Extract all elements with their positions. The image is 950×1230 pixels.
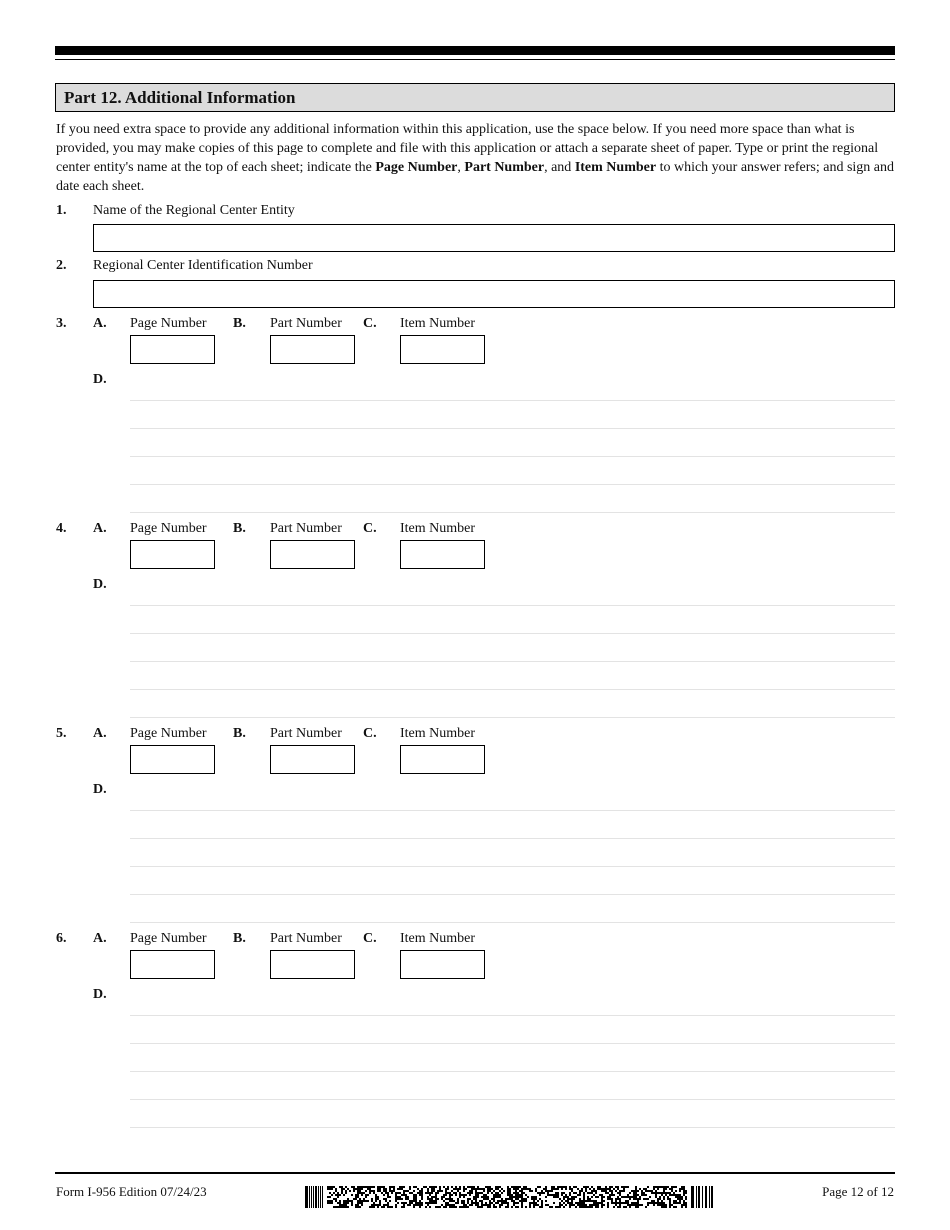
block-5-number: 5. xyxy=(56,726,67,741)
block-5-part-number-field[interactable] xyxy=(270,745,355,774)
block-4-answer-line-2[interactable] xyxy=(130,633,895,634)
form-edition-label: Form I-956 Edition 07/24/23 xyxy=(56,1184,207,1199)
block-5-item-number-field[interactable] xyxy=(400,745,485,774)
block-4-c-marker: C. xyxy=(363,521,377,536)
instructions-paragraph xyxy=(56,120,896,196)
block-5-answer-line-5[interactable] xyxy=(130,922,895,923)
block-3-page-number-label: Page Number xyxy=(130,316,207,331)
block-5-page-number-field[interactable] xyxy=(130,745,215,774)
item-2-number: 2. xyxy=(56,258,67,273)
block-5-page-number-label: Page Number xyxy=(130,726,207,741)
block-3-item-number-field[interactable] xyxy=(400,335,485,364)
block-3-c-marker: C. xyxy=(363,316,377,331)
footer-rule xyxy=(55,1172,895,1174)
intro-bold-page-number: Page Number xyxy=(375,160,458,175)
block-6-d-marker: D. xyxy=(93,987,107,1002)
top-thick-rule xyxy=(55,46,895,55)
block-5-part-number-label: Part Number xyxy=(270,726,342,741)
block-6-c-marker: C. xyxy=(363,931,377,946)
block-6-item-number-label: Item Number xyxy=(400,931,476,946)
block-4-number: 4. xyxy=(56,521,67,536)
block-3-a-marker: A. xyxy=(93,316,107,331)
block-5-answer-line-4[interactable] xyxy=(130,894,895,895)
top-thin-rule xyxy=(55,59,895,60)
block-3-answer-line-5[interactable] xyxy=(130,512,895,513)
block-6-item-number-field[interactable] xyxy=(400,950,485,979)
block-4-b-marker: B. xyxy=(233,521,246,536)
item-2-label: Regional Center Identification Number xyxy=(93,258,313,273)
block-4-answer-line-5[interactable] xyxy=(130,717,895,718)
block-5-d-marker: D. xyxy=(93,782,107,797)
block-3-d-marker: D. xyxy=(93,372,107,387)
block-4-answer-line-1[interactable] xyxy=(130,605,895,606)
item-1-label: Name of the Regional Center Entity xyxy=(93,203,295,218)
block-6-b-marker: B. xyxy=(233,931,246,946)
block-4-part-number-label: Part Number xyxy=(270,521,342,536)
block-5-c-marker: C. xyxy=(363,726,377,741)
block-3-b-marker: B. xyxy=(233,316,246,331)
block-3-number: 3. xyxy=(56,316,67,331)
block-4-page-number-field[interactable] xyxy=(130,540,215,569)
block-6-a-marker: A. xyxy=(93,931,107,946)
part-header xyxy=(55,83,895,112)
block-6-answer-line-1[interactable] xyxy=(130,1015,895,1016)
intro-text-4: to which your answer refers; and sign and date each sheet. xyxy=(56,160,895,194)
block-6-answer-line-3[interactable] xyxy=(130,1071,895,1072)
intro-bold-item-number: Item Number xyxy=(574,160,657,175)
block-5-answer-line-3[interactable] xyxy=(130,866,895,867)
block-6-part-number-label: Part Number xyxy=(270,931,342,946)
block-6-answer-line-4[interactable] xyxy=(130,1099,895,1100)
block-3-answer-line-4[interactable] xyxy=(130,484,895,485)
item-1-number: 1. xyxy=(56,203,67,218)
intro-bold-part-number: Part Number xyxy=(464,160,545,175)
block-6-answer-line-2[interactable] xyxy=(130,1043,895,1044)
barcode-image xyxy=(305,1186,713,1208)
page-number-label: Page 12 of 12 xyxy=(822,1184,894,1199)
block-4-answer-line-3[interactable] xyxy=(130,661,895,662)
block-4-part-number-field[interactable] xyxy=(270,540,355,569)
block-5-b-marker: B. xyxy=(233,726,246,741)
intro-text-2: , xyxy=(457,160,465,175)
block-4-a-marker: A. xyxy=(93,521,107,536)
block-3-item-number-label: Item Number xyxy=(400,316,476,331)
block-4-d-marker: D. xyxy=(93,577,107,592)
block-3-answer-line-3[interactable] xyxy=(130,456,895,457)
block-4-answer-line-4[interactable] xyxy=(130,689,895,690)
regional-center-name-field[interactable] xyxy=(93,224,895,252)
block-5-a-marker: A. xyxy=(93,726,107,741)
block-6-page-number-field[interactable] xyxy=(130,950,215,979)
block-3-page-number-field[interactable] xyxy=(130,335,215,364)
block-3-answer-line-1[interactable] xyxy=(130,400,895,401)
block-5-item-number-label: Item Number xyxy=(400,726,476,741)
regional-center-id-field[interactable] xyxy=(93,280,895,308)
block-4-item-number-field[interactable] xyxy=(400,540,485,569)
block-6-answer-line-5[interactable] xyxy=(130,1127,895,1128)
part-title: Part 12. Additional Information xyxy=(64,88,296,107)
block-3-part-number-label: Part Number xyxy=(270,316,342,331)
intro-text-3: , and xyxy=(544,160,575,175)
intro-text-1: If you need extra space to provide any additional information within this application, use the space below. If you need more space than what is provided, you may make copies of this page to complete and file with this application or attach a separate sheet of paper. Type or print the regional center entity's name at the top of each sheet; indicate the xyxy=(56,122,879,175)
block-5-answer-line-1[interactable] xyxy=(130,810,895,811)
block-4-page-number-label: Page Number xyxy=(130,521,207,536)
block-6-part-number-field[interactable] xyxy=(270,950,355,979)
block-4-item-number-label: Item Number xyxy=(400,521,476,536)
block-3-answer-line-2[interactable] xyxy=(130,428,895,429)
block-5-answer-line-2[interactable] xyxy=(130,838,895,839)
block-6-page-number-label: Page Number xyxy=(130,931,207,946)
block-6-number: 6. xyxy=(56,931,67,946)
block-3-part-number-field[interactable] xyxy=(270,335,355,364)
